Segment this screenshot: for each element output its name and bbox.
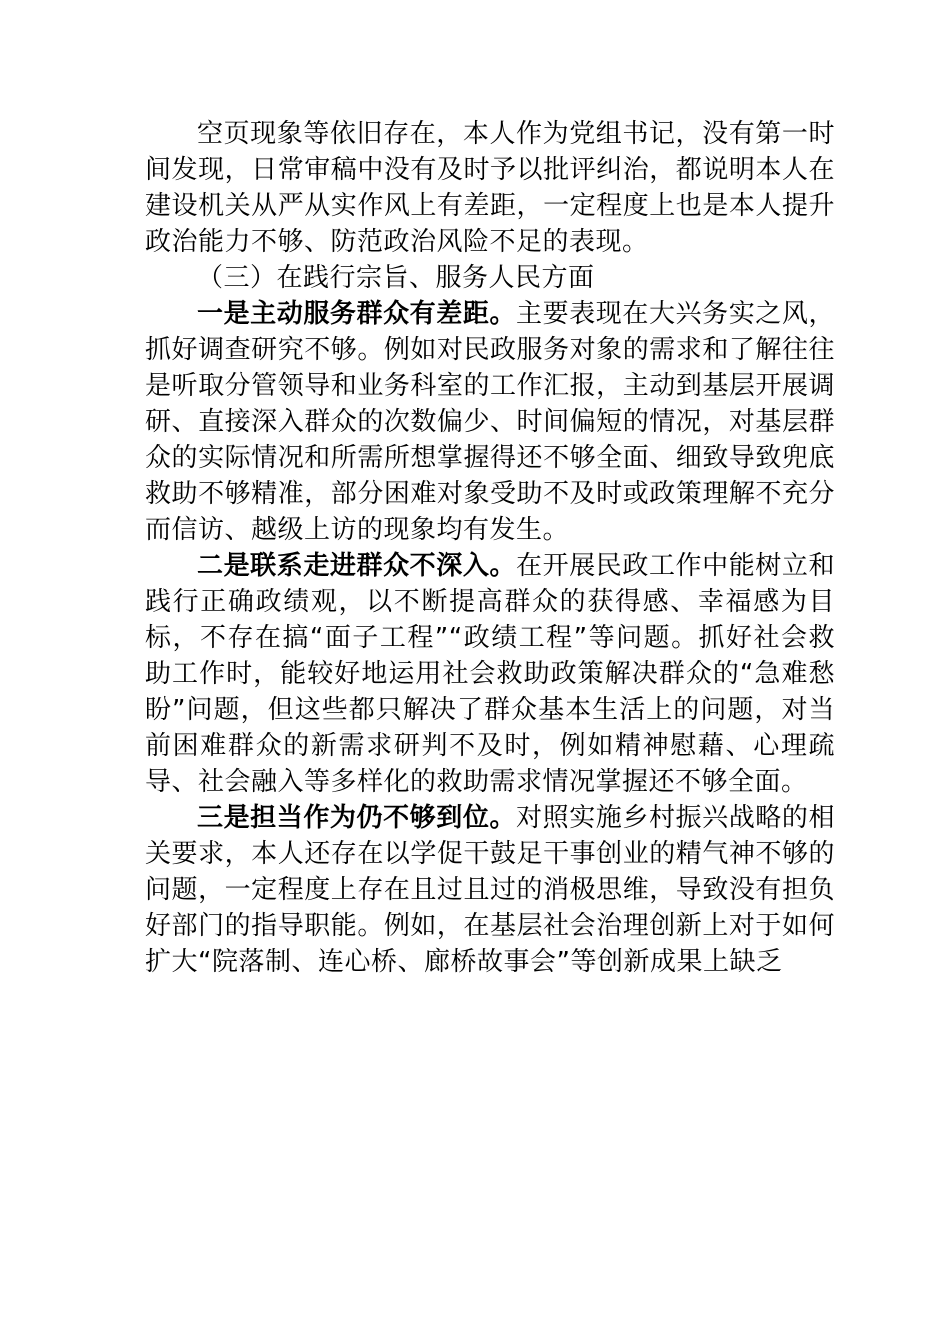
point-paragraph-3 — [145, 800, 835, 980]
intro-paragraph — [145, 116, 835, 260]
document-body — [145, 116, 835, 980]
point-text-3: 对照实施乡村振兴战略的相关要求，本人还存在以学促干鼓足干事创业的精气神不够的问题，一定程度上存在且过且过的消极思维，导致没有担负好部门的指导职能。例如，在基层社会治理创新上对于如何扩大“院落制、连心桥、廊桥故事会”等创新成果上缺乏 — [145, 803, 835, 977]
intro-paragraph-text: 空页现象等依旧存在，本人作为党组书记，没有第一时间发现，日常审稿中没有及时予以批评纠治，都说明本人在建设机关从严从实作风上有差距，一定程度上也是本人提升政治能力不够、防范政治风险不足的表现。 — [145, 119, 835, 257]
section-heading: （三）在践行宗旨、服务人民方面 — [197, 263, 595, 293]
point-text-2: 在开展民政工作中能树立和践行正确政绩观，以不断提高群众的获得感、幸福感为目标，不存在搞“面子工程”“政绩工程”等问题。抓好社会救助工作时，能较好地运用社会救助政策解决群众的“急难愁盼”问题，但这些都只解决了群众基本生活上的问题，对当前困难群众的新需求研判不及时，例如精神慰藉、心理疏导、社会融入等多样化的救助需求情况掌握还不够全面。 — [145, 551, 835, 797]
point-lead-1: 一是主动服务群众有差距。 — [197, 299, 517, 329]
point-lead-2: 二是联系走进群众不深入。 — [197, 551, 517, 581]
point-lead-3: 三是担当作为仍不够到位。 — [197, 803, 517, 833]
point-text-1: 主要表现在大兴务实之风，抓好调查研究不够。例如对民政服务对象的需求和了解往往是听取分管领导和业务科室的工作汇报，主动到基层开展调研、直接深入群众的次数偏少、时间偏短的情况，对基层群众的实际情况和所需所想掌握得还不够全面、细致导致兜底救助不够精准，部分困难对象受助不及时或政策理解不充分而信访、越级上访的现象均有发生。 — [145, 299, 835, 545]
point-paragraph-2 — [145, 548, 835, 800]
point-paragraph-1 — [145, 296, 835, 548]
